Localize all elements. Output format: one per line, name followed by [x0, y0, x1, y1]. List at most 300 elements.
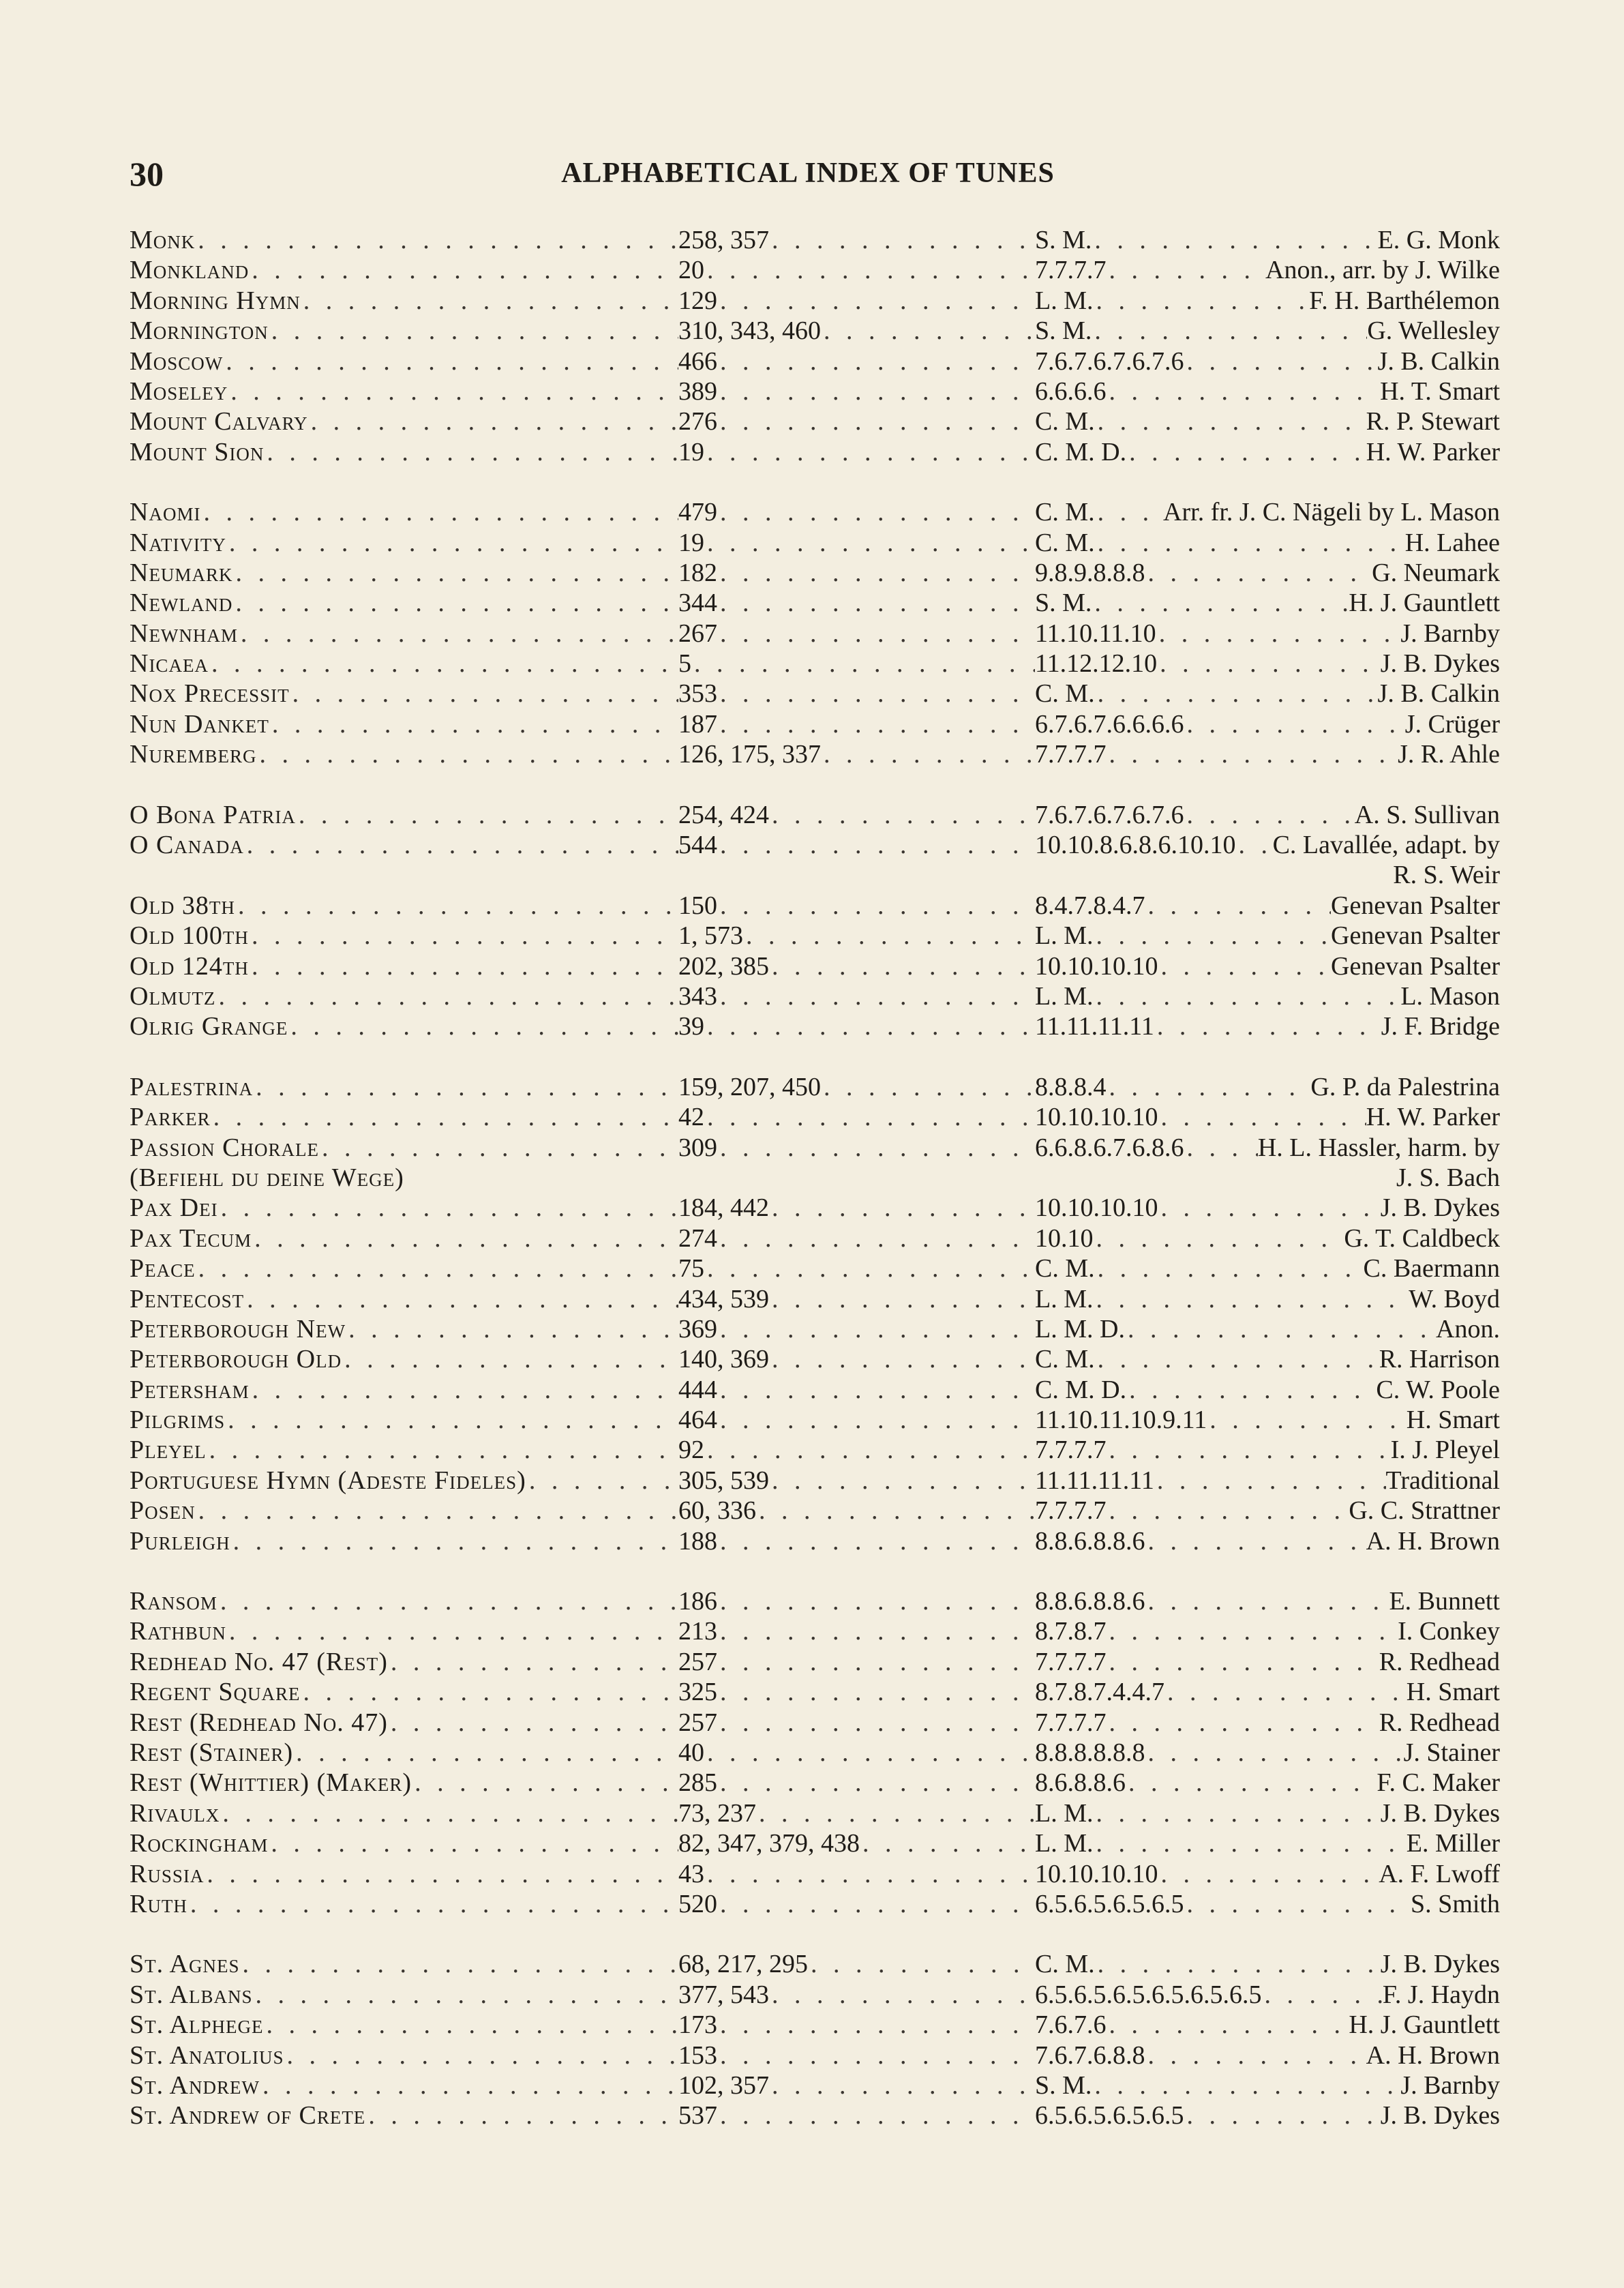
index-entry [130, 376, 1500, 406]
leader-dots [769, 1980, 1035, 2010]
leader-dots [256, 739, 678, 769]
tune-name: Palestrina [130, 1072, 254, 1101]
tune-name: Rockingham [130, 1829, 269, 1858]
leader-dots [209, 649, 678, 679]
tune-index [130, 225, 1500, 2161]
composer: H. T. Smart [1380, 376, 1500, 406]
hymn-numbers: 464 [678, 1406, 717, 1435]
tune-name: Pentecost [130, 1284, 245, 1313]
composer: G. Wellesley [1367, 316, 1500, 346]
leader-dots [264, 437, 678, 467]
hymn-numbers: 305, 539 [678, 1466, 769, 1495]
tune-name: Monk [130, 226, 196, 254]
leader-dots [1158, 1102, 1366, 1132]
leader-dots [704, 528, 1035, 558]
meter: 11.11.11.11 [1035, 1466, 1154, 1495]
hymn-numbers: 40 [678, 1738, 704, 1767]
leader-dots [1184, 1133, 1258, 1163]
meter: 11.11.11.11 [1035, 1012, 1154, 1041]
index-entry [130, 1889, 1500, 1919]
leader-dots [249, 951, 678, 981]
tune-name: Posen [130, 1496, 196, 1526]
leader-dots [808, 1949, 1035, 1979]
leader-dots [308, 406, 678, 436]
composer: C. W. Poole [1376, 1375, 1500, 1404]
leader-dots [717, 286, 1035, 316]
leader-dots [821, 1072, 1035, 1102]
leader-dots [769, 225, 1035, 255]
index-entry [130, 619, 1500, 649]
hymn-numbers: 544 [678, 831, 717, 860]
tune-name: Nicaea [130, 649, 209, 679]
leader-dots [704, 1253, 1035, 1283]
leader-dots [717, 558, 1035, 588]
index-entry [130, 558, 1500, 588]
leader-dots [269, 316, 678, 346]
composer: A. F. Lwoff [1379, 1859, 1500, 1888]
hymn-numbers: 537 [678, 2101, 717, 2130]
leader-dots [220, 1798, 678, 1828]
tune-name: Mount Sion [130, 437, 265, 466]
leader-dots [717, 2040, 1035, 2070]
meter: 7.7.7.7 [1035, 1436, 1107, 1465]
meter: 11.10.11.10.9.11 [1035, 1406, 1207, 1435]
leader-dots [821, 316, 1035, 346]
leader-dots [1158, 951, 1332, 981]
leader-dots [769, 800, 1035, 830]
hymn-numbers: 309 [678, 1133, 717, 1162]
tune-name: Pilgrims [130, 1406, 226, 1435]
index-entry [130, 225, 1500, 255]
leader-dots [1095, 497, 1163, 527]
leader-dots [717, 1223, 1035, 1253]
leader-dots [717, 2100, 1035, 2130]
composer: H. Smart [1406, 1678, 1500, 1707]
meter: C. M. [1035, 679, 1095, 709]
index-entry [130, 709, 1500, 739]
meter: 7.6.7.6.7.6.7.6 [1035, 346, 1184, 376]
index-entry [130, 286, 1500, 316]
composer: J. F. Bridge [1381, 1012, 1500, 1041]
composer: Arr. fr. J. C. Nägeli by L. Mason [1163, 498, 1500, 527]
tune-name: Regent Square [130, 1678, 301, 1707]
hymn-numbers: 186 [678, 1587, 717, 1616]
leader-dots [218, 1193, 678, 1223]
meter: 10.10.8.6.8.6.10.10 [1035, 831, 1236, 860]
tune-name: Portuguese Hymn (Adeste Fideles) [130, 1466, 526, 1495]
hymn-numbers: 73, 237 [678, 1798, 756, 1828]
hymn-numbers: 444 [678, 1375, 717, 1404]
hymn-numbers: 389 [678, 376, 717, 406]
leader-dots [717, 376, 1035, 406]
leader-dots [249, 255, 678, 285]
leader-dots [263, 2010, 678, 2040]
leader-dots [1092, 316, 1367, 346]
leader-dots [704, 1738, 1035, 1768]
tune-name: St. Andrew [130, 2070, 260, 2100]
meter: 6.6.6.6 [1035, 376, 1107, 406]
index-entry [130, 891, 1500, 921]
hymn-numbers: 213 [678, 1617, 717, 1646]
meter: 10.10 [1035, 1223, 1094, 1253]
composer: J. B. Dykes [1380, 2101, 1500, 2130]
tune-name: Neumark [130, 558, 233, 587]
leader-dots [296, 800, 678, 830]
composer: Traditional [1385, 1466, 1500, 1495]
index-entry [130, 1133, 1500, 1193]
meter: 9.8.9.8.8.8 [1035, 558, 1145, 587]
composer: H. L. Hassler, harm. by [1257, 1133, 1500, 1162]
index-entry [130, 1466, 1500, 1496]
leader-dots [1236, 830, 1273, 860]
index-entry [130, 1223, 1500, 1253]
composer: J. B. Dykes [1380, 1798, 1500, 1828]
hymn-numbers: 257 [678, 1647, 717, 1676]
composer: H. J. Gauntlett [1349, 589, 1500, 618]
composer: I. J. Pleyel [1390, 1436, 1500, 1465]
meter: 8.4.7.8.4.7 [1035, 891, 1145, 920]
leader-dots [230, 1526, 678, 1556]
leader-dots [215, 981, 678, 1011]
index-entry [130, 1980, 1500, 2010]
hymn-numbers: 42 [678, 1103, 704, 1132]
tune-name: Peace [130, 1254, 196, 1283]
leader-dots [1095, 406, 1366, 436]
meter: 7.7.7.7 [1035, 256, 1107, 285]
meter: 6.7.6.7.6.6.6.6 [1035, 709, 1184, 739]
leader-dots [769, 1466, 1035, 1496]
index-entry [130, 1708, 1500, 1738]
leader-dots [187, 1889, 678, 1919]
composer: R. Harrison [1379, 1345, 1500, 1374]
meter: C. M. [1035, 407, 1095, 436]
leader-dots [1184, 709, 1405, 739]
leader-dots [1126, 1768, 1377, 1798]
composer: A. S. Sullivan [1354, 800, 1500, 829]
hymn-numbers: 39 [678, 1012, 704, 1041]
leader-dots [717, 1405, 1035, 1435]
leader-dots [717, 346, 1035, 376]
leader-dots [244, 1284, 678, 1314]
composer: F. H. Barthélemon [1309, 286, 1500, 315]
hymn-numbers: 173 [678, 2010, 717, 2040]
leader-dots [1094, 286, 1310, 316]
composer: G. T. Caldbeck [1344, 1223, 1500, 1253]
composer: H. J. Gauntlett [1349, 2010, 1500, 2040]
leader-dots [1145, 1586, 1389, 1616]
leader-dots [1107, 2010, 1349, 2040]
index-group [130, 800, 1500, 1042]
leader-dots [388, 1708, 678, 1738]
meter: C. M. [1035, 1254, 1095, 1283]
hymn-numbers: 5 [678, 649, 691, 679]
tune-name: St. Agnes [130, 1950, 240, 1979]
leader-dots [1145, 1738, 1404, 1768]
meter: S. M. [1035, 226, 1092, 254]
hymn-numbers: 434, 539 [678, 1284, 769, 1313]
index-entry [130, 1011, 1500, 1041]
composer: E. Miller [1406, 1829, 1500, 1858]
leader-dots [1107, 376, 1381, 406]
meter: 8.7.8.7 [1035, 1617, 1107, 1646]
tune-name: Purleigh [130, 1526, 230, 1556]
composer: R. Redhead [1379, 1708, 1500, 1737]
index-entry [130, 2040, 1500, 2070]
meter: S. M. [1035, 2070, 1092, 2100]
meter: 10.10.10.10 [1035, 1103, 1158, 1132]
index-entry [130, 2010, 1500, 2040]
composer: E. Bunnett [1389, 1587, 1500, 1616]
composer: I. Conkey [1398, 1617, 1500, 1646]
leader-dots [1107, 1435, 1391, 1465]
tune-name: O Bona Patria [130, 800, 296, 829]
meter: 7.6.7.6 [1035, 2010, 1107, 2040]
hymn-numbers: 150 [678, 891, 717, 920]
meter: L. M. [1035, 1284, 1094, 1313]
leader-dots [1094, 1828, 1407, 1858]
index-entry [130, 679, 1500, 709]
index-entry [130, 1738, 1500, 1768]
leader-dots [288, 1011, 678, 1041]
composer: J. B. Dykes [1380, 1193, 1500, 1223]
composer: R. P. Stewart [1366, 407, 1500, 436]
leader-dots [717, 1647, 1035, 1677]
tune-name: Nuremberg [130, 740, 257, 769]
index-entry [130, 528, 1500, 558]
leader-dots [1158, 1193, 1381, 1223]
leader-dots [226, 528, 678, 558]
leader-dots [1095, 1344, 1379, 1374]
index-entry [130, 1798, 1500, 1828]
meter: 7.7.7.7 [1035, 1496, 1107, 1526]
tune-name: Pleyel [130, 1436, 207, 1465]
tune-name: O Canada [130, 831, 244, 860]
hymn-numbers: 188 [678, 1526, 717, 1556]
leader-dots [1095, 679, 1378, 709]
index-group [130, 497, 1500, 770]
leader-dots [1095, 528, 1405, 558]
leader-dots [346, 1314, 678, 1344]
tune-name: Parker [130, 1103, 211, 1132]
leader-dots [253, 1980, 679, 2010]
leader-dots [743, 921, 1035, 951]
leader-dots [1094, 981, 1401, 1011]
hymn-numbers: 102, 357 [678, 2070, 769, 2100]
index-entry [130, 1405, 1500, 1435]
meter: 7.6.7.6.8.8 [1035, 2040, 1145, 2070]
meter: 6.5.6.5.6.5.6.5 [1035, 1889, 1184, 1918]
leader-dots [388, 1647, 678, 1677]
leader-dots [211, 1102, 678, 1132]
meter: 7.7.7.7 [1035, 1708, 1107, 1737]
meter: L. M. [1035, 982, 1094, 1011]
composer: R. Redhead [1379, 1647, 1500, 1676]
hymn-numbers: 479 [678, 498, 717, 527]
leader-dots [1092, 225, 1377, 255]
tune-name: Rest (Whittier) (Maker) [130, 1768, 412, 1798]
leader-dots [1092, 2070, 1400, 2100]
tune-name: Russia [130, 1859, 205, 1888]
leader-dots [252, 1223, 678, 1253]
meter: C. M. D. [1035, 437, 1127, 466]
composer: H. W. Parker [1366, 1103, 1500, 1132]
tune-name: Rest (Redhead No. 47) [130, 1708, 388, 1737]
leader-dots [1145, 558, 1372, 588]
leader-dots [717, 891, 1035, 921]
tune-name: Petersham [130, 1375, 250, 1404]
index-entry [130, 1526, 1500, 1556]
index-entry [130, 1193, 1500, 1223]
index-entry [130, 800, 1500, 830]
leader-dots [769, 951, 1035, 981]
leader-dots [717, 981, 1035, 1011]
meter: 6.6.8.6.7.6.8.6 [1035, 1133, 1184, 1162]
index-entry [130, 1616, 1500, 1646]
leader-dots [1156, 619, 1401, 649]
leader-dots [1107, 1072, 1311, 1102]
index-entry [130, 1647, 1500, 1677]
leader-dots [717, 1375, 1035, 1405]
meter: 10.10.10.10 [1035, 951, 1158, 981]
composer: E. G. Monk [1377, 226, 1500, 254]
leader-dots [1094, 1798, 1381, 1828]
hymn-numbers: 267 [678, 619, 717, 648]
leader-dots [1107, 739, 1398, 769]
tune-name: St. Alphege [130, 2010, 264, 2040]
hymn-numbers: 19 [678, 437, 704, 466]
composer: W. Boyd [1409, 1284, 1500, 1313]
leader-dots [293, 1738, 678, 1768]
leader-dots [232, 588, 678, 618]
leader-dots [769, 1344, 1035, 1374]
leader-dots [717, 497, 1035, 527]
index-entry [130, 437, 1500, 467]
composer: C. Baermann [1363, 1254, 1500, 1283]
leader-dots [691, 649, 1035, 679]
leader-dots [1094, 921, 1332, 951]
meter: 10.10.10.10 [1035, 1859, 1158, 1888]
meter: C. M. [1035, 498, 1095, 527]
tune-name: Peterborough Old [130, 1345, 342, 1374]
leader-dots [1092, 588, 1349, 618]
page-header [130, 154, 1486, 202]
hymn-numbers: 377, 543 [678, 1980, 769, 2009]
composer: J. B. Dykes [1380, 1950, 1500, 1979]
leader-dots [1184, 1889, 1411, 1919]
index-entry [130, 1435, 1500, 1465]
tune-name: St. Albans [130, 1980, 253, 2009]
composer: S. Smith [1411, 1889, 1500, 1918]
composer: Anon. [1436, 1314, 1500, 1343]
leader-dots [704, 437, 1035, 467]
hymn-numbers: 140, 369 [678, 1345, 769, 1374]
hymn-numbers: 353 [678, 679, 717, 709]
leader-dots [526, 1466, 678, 1496]
index-entry [130, 406, 1500, 436]
index-group [130, 225, 1500, 467]
leader-dots [756, 1496, 1035, 1526]
leader-dots [769, 1193, 1035, 1223]
index-group [130, 1072, 1500, 1556]
leader-dots [717, 1586, 1035, 1616]
leader-dots [239, 1949, 678, 1979]
index-entry [130, 739, 1500, 769]
leader-dots [244, 830, 678, 860]
leader-dots [1158, 1859, 1379, 1889]
leader-dots [342, 1344, 678, 1374]
hymn-numbers: 274 [678, 1223, 717, 1253]
leader-dots [1107, 1496, 1349, 1526]
hymn-numbers: 159, 207, 450 [678, 1072, 821, 1101]
hymn-numbers: 466 [678, 346, 717, 376]
leader-dots [300, 1677, 678, 1707]
leader-dots [769, 1284, 1035, 1314]
leader-dots [1207, 1405, 1407, 1435]
hymn-numbers: 129 [678, 286, 717, 315]
meter: 6.5.6.5.6.5.6.5.6.5.6.5 [1035, 1980, 1262, 2009]
leader-dots [717, 588, 1035, 618]
tune-name: St. Anatolius [130, 2040, 284, 2070]
leader-dots [268, 1828, 678, 1858]
leader-dots [717, 1526, 1035, 1556]
leader-dots [290, 679, 678, 709]
leader-dots [1262, 1980, 1383, 2010]
leader-dots [249, 921, 678, 951]
hymn-numbers: 276 [678, 407, 717, 436]
index-entry [130, 981, 1500, 1011]
leader-dots [717, 1708, 1035, 1738]
index-entry [130, 1072, 1500, 1102]
leader-dots [717, 679, 1035, 709]
hymn-numbers: 1, 573 [678, 921, 743, 951]
hymn-numbers: 184, 442 [678, 1193, 769, 1223]
leader-dots [238, 619, 678, 649]
leader-dots [717, 406, 1035, 436]
composer: H. Lahee [1404, 528, 1500, 557]
leader-dots [1164, 1677, 1407, 1707]
leader-dots [1094, 1223, 1344, 1253]
leader-dots [860, 1828, 1035, 1858]
composer: G. Neumark [1372, 558, 1500, 587]
index-entry [130, 588, 1500, 618]
leader-dots [1125, 1314, 1436, 1344]
meter: C. M. D. [1035, 1375, 1127, 1404]
index-entry [130, 346, 1500, 376]
leader-dots [717, 709, 1035, 739]
leader-dots [704, 1011, 1035, 1041]
tune-name: Nativity [130, 528, 226, 557]
hymn-numbers: 60, 336 [678, 1496, 756, 1526]
tune-name: Nox Precessit [130, 679, 290, 709]
leader-dots [704, 1102, 1035, 1132]
hymn-numbers: 325 [678, 1678, 717, 1707]
hymn-numbers: 82, 347, 379, 438 [678, 1829, 860, 1858]
index-entry [130, 255, 1500, 285]
composer: Anon., arr. by J. Wilke [1265, 256, 1500, 285]
tune-name: Monkland [130, 256, 250, 285]
meter: 8.7.8.7.4.4.7 [1035, 1678, 1164, 1707]
leader-dots [207, 1435, 678, 1465]
leader-dots [235, 891, 678, 921]
leader-dots [1107, 255, 1266, 285]
tune-name: Passion Chorale [130, 1133, 319, 1162]
tune-name: Rest (Stainer) [130, 1738, 294, 1767]
composer: J. Barnby [1400, 619, 1500, 648]
meter: 8.8.8.4 [1035, 1072, 1107, 1101]
composer: A. H. Brown [1366, 1526, 1500, 1556]
meter: C. M. [1035, 528, 1095, 557]
leader-dots [1154, 1011, 1381, 1041]
